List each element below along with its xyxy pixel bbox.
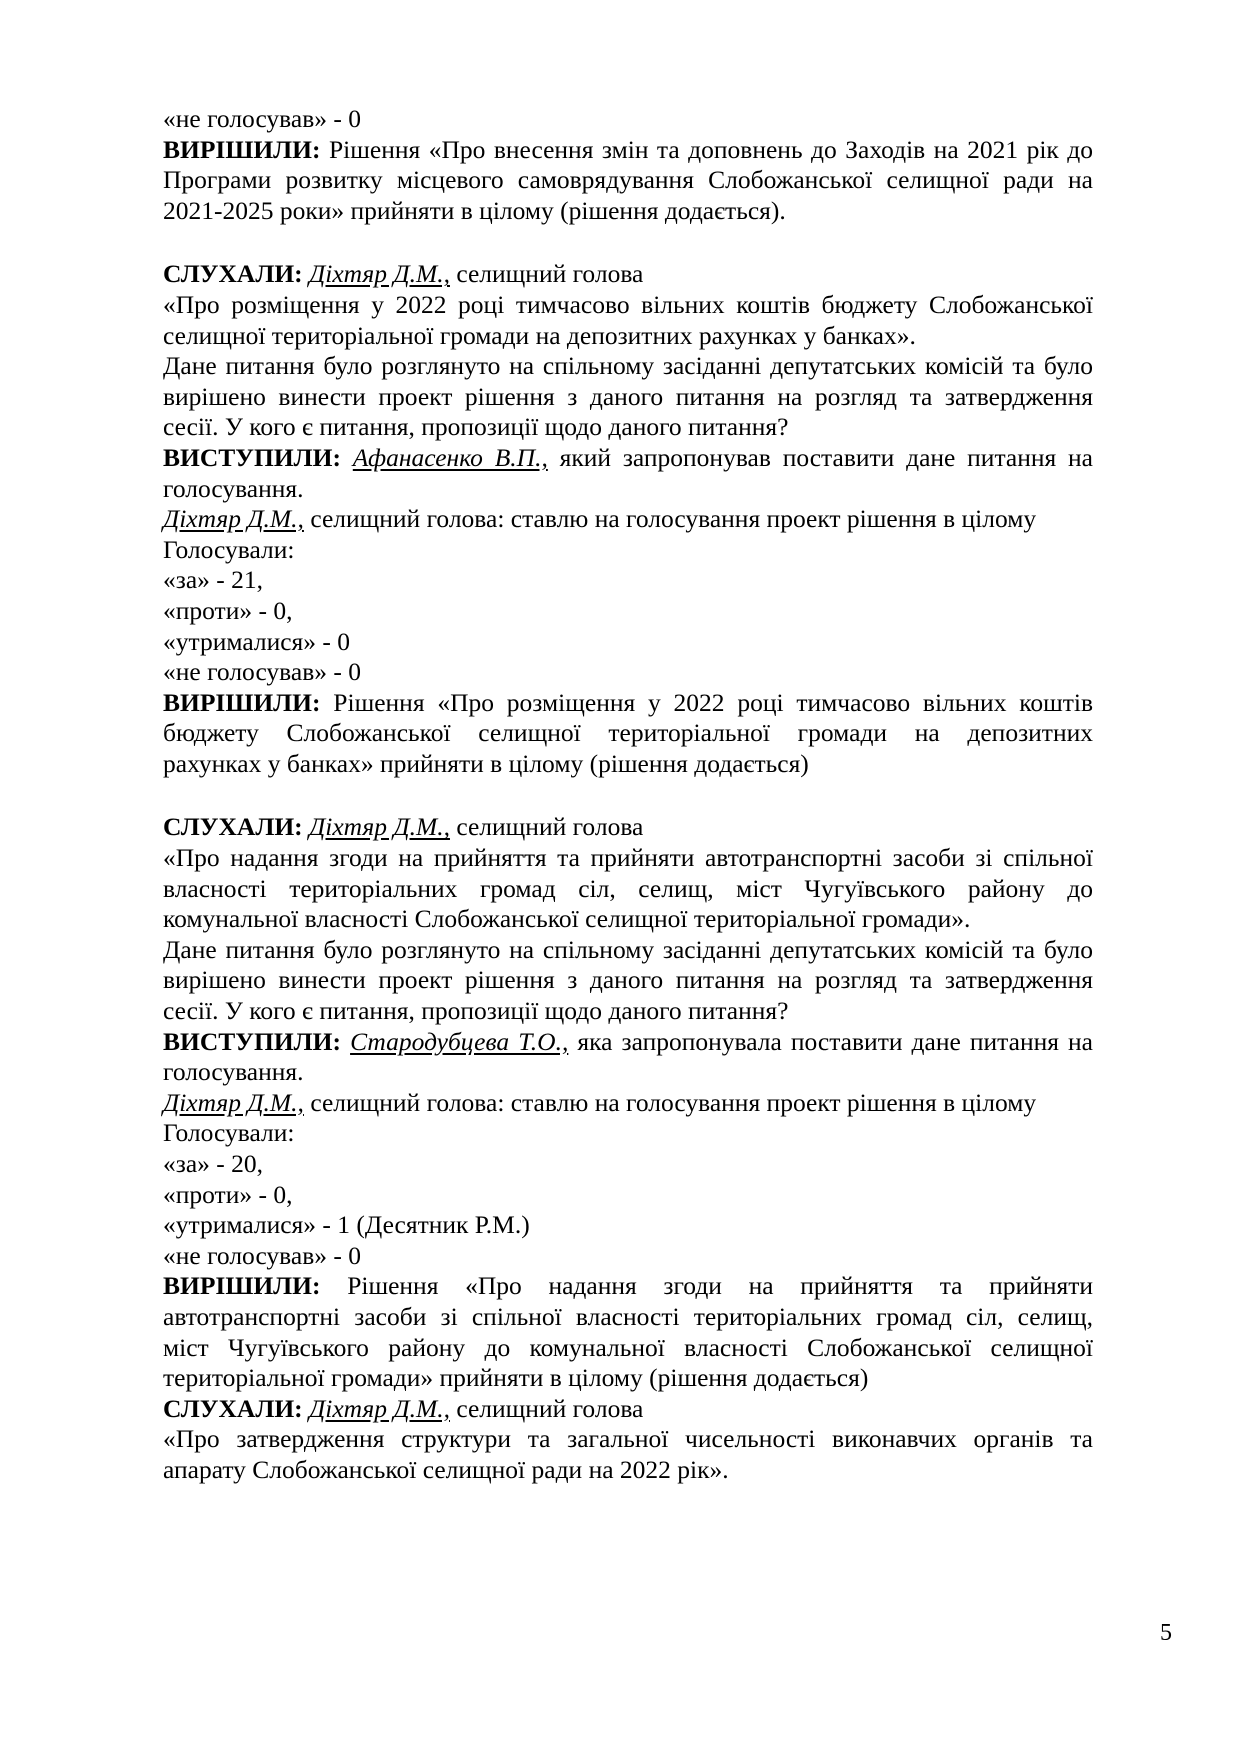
decision-line: 2021-2025 роки» прийняти в цілому (рішення додається). — [163, 195, 786, 225]
spoke-continuation: голосування. — [163, 473, 304, 503]
text-line: «утрималися» - 0 — [163, 626, 351, 656]
decision-line: бюджету Слобожанської селищної територіальної громади на депозитних — [163, 718, 1093, 748]
paragraph-line: Дане питання було розглянуто на спільному засіданні депутатських комісій та було — [163, 351, 1093, 381]
chair-text: селищний голова: ставлю на голосування проект рішення в цілому — [303, 504, 1037, 534]
decision-text: Рішення «Про внесення змін та доповнень до Заходів на 2021 рік до — [320, 134, 1093, 164]
spoke-line — [163, 443, 1093, 474]
paragraph-line: власності територіальних громад сіл, селищ, міст Чугуївського району до — [163, 873, 1093, 903]
spoke-line — [163, 1027, 1093, 1058]
decision-line: територіальної громади» прийняти в цілому (рішення додається) — [163, 1363, 869, 1393]
document-page — [163, 104, 1093, 1486]
text-line: «за» - 21, — [163, 565, 264, 595]
decision-label: ВИРІШИЛИ: — [163, 134, 321, 164]
text-line: «проти» - 0, — [163, 1179, 293, 1209]
paragraph-line: комунальної власності Слобожанської селищної територіальної громади». — [163, 904, 971, 934]
decision-line — [163, 1271, 1093, 1302]
chair-text: селищний голова: ставлю на голосування проект рішення в цілому — [303, 1087, 1037, 1117]
paragraph-line: «Про розміщення у 2022 році тимчасово вільних коштів бюджету Слобожанської — [163, 289, 1093, 319]
text-line: «за» - 20, — [163, 1149, 264, 1178]
decision-text: Рішення «Про розміщення у 2022 році тимчасово вільних коштів — [320, 687, 1093, 717]
spoke-text: який запропонував поставити дане питання на — [547, 442, 1093, 472]
paragraph-line: «Про затвердження структури та загальної чисельності виконавчих органів та — [163, 1424, 1093, 1454]
spoke-label: ВИСТУПИЛИ: — [163, 442, 341, 472]
text-line: «не голосував» - 0 — [163, 1240, 361, 1270]
chair-line — [163, 1088, 1093, 1119]
spoke-text: яка запропонувала поставити дане питання на — [568, 1026, 1094, 1056]
speaker-name: Діхтяр Д.М., — [309, 259, 450, 289]
paragraph-gap — [163, 226, 1093, 259]
decision-line: автотранспортні засоби зі спільної власності територіальних громад сіл, селищ, — [163, 1301, 1093, 1331]
paragraph-line: сесії. У кого є питання, пропозиції щодо даного питання? — [163, 996, 789, 1026]
text-line: Голосували: — [163, 534, 295, 564]
paragraph-line: «Про надання згоди на прийняття та прийняти автотранспортні засоби зі спільної — [163, 843, 1093, 873]
text-line: «утрималися» - 1 (Десятник Р.М.) — [163, 1210, 530, 1240]
speaker-name: Стародубцева Т.О., — [350, 1026, 569, 1056]
paragraph-line: вирішено винести проект рішення з даного питання на розгляд та затвердження — [163, 965, 1093, 995]
heard-label: СЛУХАЛИ: — [163, 812, 303, 842]
decision-label: ВИРІШИЛИ: — [163, 1271, 321, 1301]
spoke-label: ВИСТУПИЛИ: — [163, 1026, 341, 1056]
speaker-role: селищний голова — [449, 259, 644, 289]
decision-label: ВИРІШИЛИ: — [163, 687, 321, 717]
chair-line — [163, 504, 1093, 535]
page-number: 5 — [1160, 1620, 1172, 1646]
paragraph-line: селищної територіальної громади на депозитних рахунках у банках». — [163, 320, 916, 350]
paragraph-line: Дане питання було розглянуто на спільному засіданні депутатських комісій та було — [163, 934, 1093, 964]
decision-line: Програми розвитку місцевого самоврядування Слобожанської селищної ради на — [163, 165, 1093, 195]
decision-line — [163, 135, 1093, 166]
chair-name: Діхтяр Д.М., — [163, 1087, 304, 1117]
speaker-name: Діхтяр Д.М., — [309, 1393, 450, 1423]
paragraph-gap — [163, 779, 1093, 812]
speaker-role: селищний голова — [449, 1393, 644, 1423]
text-line: «не голосував» - 0 — [163, 657, 361, 687]
spoke-continuation: голосування. — [163, 1057, 304, 1087]
decision-line — [163, 688, 1093, 719]
paragraph-line: апарату Слобожанської селищної ради на 2022 рік». — [163, 1454, 729, 1484]
paragraph-line: вирішено винести проект рішення з даного питання на розгляд та затвердження — [163, 381, 1093, 411]
speaker-name: Діхтяр Д.М., — [309, 812, 450, 842]
paragraph-line: сесії. У кого є питання, пропозиції щодо даного питання? — [163, 412, 789, 442]
decision-line: рахунках у банках» прийняти в цілому (рішення додається) — [163, 748, 809, 778]
speaker-name: Афанасенко В.П., — [352, 442, 548, 472]
decision-line: міст Чугуївського району до комунальної власності Слобожанської селищної — [163, 1332, 1093, 1362]
heard-label: СЛУХАЛИ: — [163, 259, 303, 289]
chair-name: Діхтяр Д.М., — [163, 504, 304, 534]
heard-line — [163, 259, 1093, 290]
speaker-role: селищний голова — [449, 812, 644, 842]
heard-line — [163, 812, 1093, 843]
heard-label: СЛУХАЛИ: — [163, 1393, 303, 1423]
text-line: Голосували: — [163, 1118, 295, 1148]
text-line: «проти» - 0, — [163, 595, 293, 625]
decision-text: Рішення «Про надання згоди на прийняття та прийняти — [320, 1271, 1093, 1301]
heard-line — [163, 1394, 1093, 1425]
text-line: «не голосував» - 0 — [163, 104, 361, 133]
